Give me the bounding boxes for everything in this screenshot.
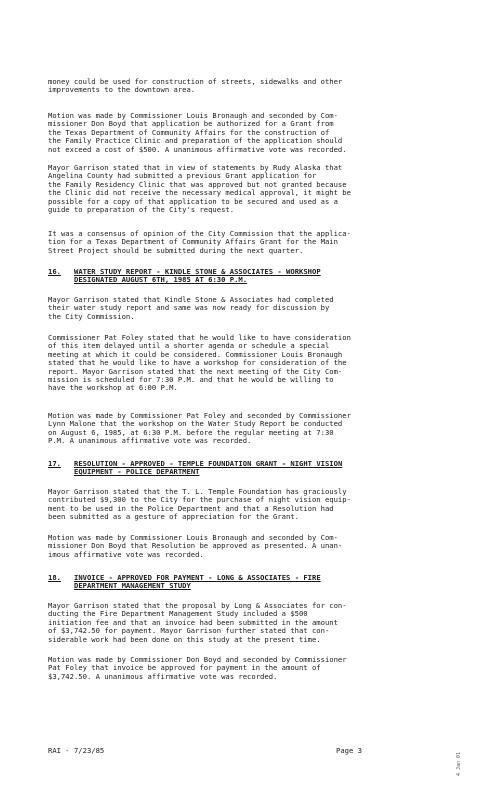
paragraph-water-study: Mayor Garrison stated that Kindle Stone & Associates had completed their water study report and same was now ready for discussion by the City Commission. — [48, 295, 334, 321]
section-number: 18. — [48, 573, 61, 582]
paragraph-invoice: Mayor Garrison stated that the proposal by Long & Associates for con- ducting the Fire Department Management Study included a $500 initiation fee and that an invoice had been submitted in the amount of $3,742.50 for payment. Mayor Garrison further stated that con- siderable work had been done on this study at the present time. — [48, 601, 347, 644]
section-heading-17 — [48, 460, 448, 477]
section-heading-18 — [48, 574, 448, 591]
paragraph-workshop-discussion: Commissioner Pat Foley stated that he would like to have consideration of this item delayed until a shorter agenda or schedule a special meeting at which it could be considered. Commissioner Louis Bronaugh stated that he would like to have a workshop for consideration of the report. Mayor Garrison stated that the next meeting of the City Com- mission is scheduled for 7:30 P.M. and that he would be willing to have the workshop at 6:00 P.M. — [48, 333, 351, 393]
section-heading-16 — [48, 268, 448, 285]
section-number: 17. — [48, 459, 61, 468]
section-title: INVOICE - APPROVED FOR PAYMENT - LONG & ASSOCIATES - FIRE DEPARTMENT MANAGEMENT STUDY — [74, 573, 321, 591]
edge-mark: 4 Jan 01 — [456, 751, 462, 776]
paragraph-motion-grant: Motion was made by Commissioner Louis Bronaugh and seconded by Com- missioner Don Boyd that application be authorized for a Grant from the Texas Department of Community Affairs for the construction of the Family Practice Clinic and preparation of the application should not exceed a cost of $500. A unanimous affirmative vote was recorded. — [48, 111, 347, 154]
paragraph-resolution-motion: Motion was made by Commissioner Louis Bronaugh and seconded by Com- missioner Don Boyd that Resolution be approved as presented. A unan- imous affirmative vote was recorded. — [48, 533, 343, 559]
section-number: 16. — [48, 267, 61, 276]
section-title: RESOLUTION - APPROVED - TEMPLE FOUNDATION GRANT - NIGHT VISION EQUIPMENT - POLICE DEPARTMENT — [74, 459, 343, 477]
page-number: Page 3 — [336, 746, 362, 755]
paragraph-invoice-motion: Motion was made by Commissioner Don Boyd and seconded by Commissioner Pat Foley that invoice be approved for payment in the amount of $3,742.50. A unanimous affirmative vote was recorded. — [48, 655, 347, 681]
paragraph-intro: money could be used for construction of streets, sidewalks and other improvements to the downtown area. — [48, 77, 343, 95]
paragraph-clinic: Mayor Garrison stated that in view of statements by Rudy Alaska that Angelina County had submitted a previous Grant application for the Family Residency Clinic that was approved but not granted because the Clinic did not receive the necessary medical approval, it might be possible for a copy of that application to be secured and used as a guide to preparation of the City's request. — [48, 163, 351, 215]
paragraph-workshop-motion: Motion was made by Commissioner Pat Foley and seconded by Commissioner Lynn Malone that the workshop on the Water Study Report be conducted on August 6, 1985, at 6:30 P.M. before the regular meeting at 7:30 P.M. A unanimous affirmative vote was recorded. — [48, 411, 351, 446]
paragraph-consensus: It was a consensus of opinion of the City Commission that the applica- tion for a Texas Department of Community Affairs Grant for the Main Street Project should be submitted during the next quarter. — [48, 229, 351, 255]
footer-date: RAI - 7/23/85 — [48, 746, 105, 755]
paragraph-temple-foundation: Mayor Garrison stated that the T. L. Temple Foundation has graciously contributed $9,300 to the City for the purchase of night vision equip- ment to be used in the Police Department and that a Resolution had been submitted as a gesture of appreciation for the Grant. — [48, 487, 351, 522]
section-title: WATER STUDY REPORT - KINDLE STONE & ASSOCIATES - WORKSHOP DESIGNATED AUGUST 6TH, 1985 AT 6:30 P.M. — [74, 267, 321, 285]
